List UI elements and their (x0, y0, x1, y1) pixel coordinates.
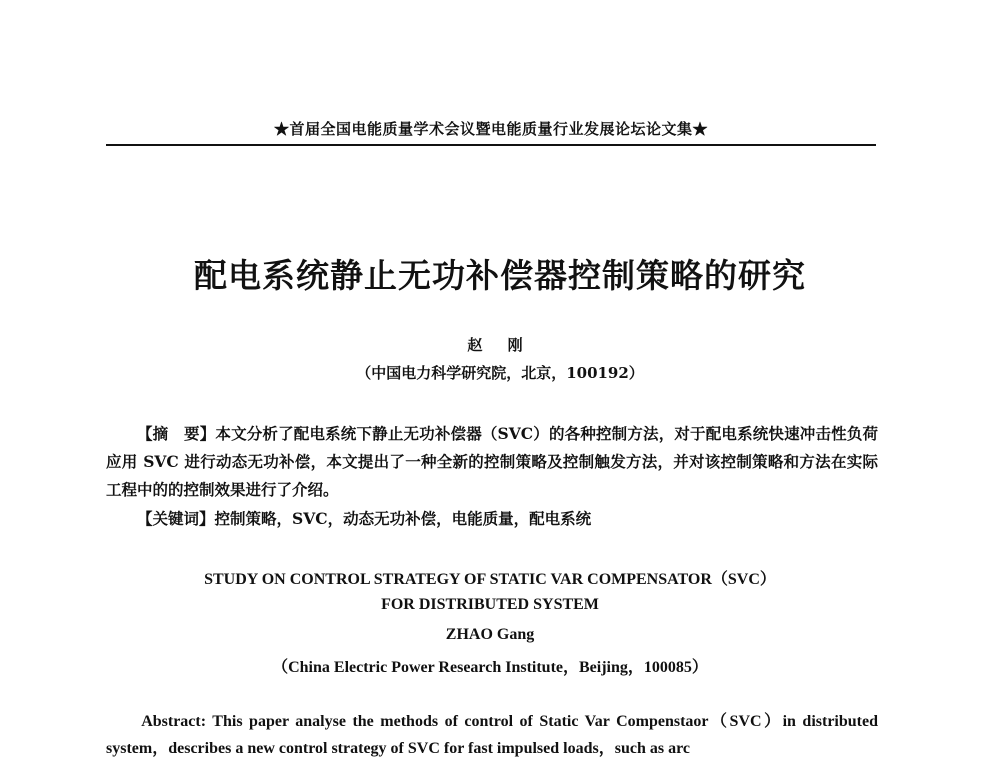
keywords-zh-text: 控制策略，SVC，动态无功补偿，电能质量，配电系统 (214, 509, 592, 528)
paper-title-en-line-1: STUDY ON CONTROL STRATEGY OF STATIC VAR COMPENSATOR（SVC） (204, 571, 776, 588)
affiliation-en: （China Electric Power Research Institute，Beijing，100085） (272, 659, 708, 676)
keywords-zh (106, 505, 878, 533)
author-zh: 赵 刚 (467, 336, 533, 354)
abstract-zh-label: 【摘 要】 (137, 424, 216, 443)
abstract-en-label: Abstract: (141, 713, 207, 730)
paper-title-en-line-2: FOR DISTRIBUTED SYSTEM (381, 596, 599, 613)
abstract-zh-text: 本文分析了配电系统下静止无功补偿器（SVC）的各种控制方法，对于配电系统快速冲击性负荷应用 SVC 进行动态无功补偿，本文提出了一种全新的控制策略及控制触发方法，并对该控制策略和方法在实际工程中的的控制效果进行了介绍。 (106, 424, 878, 499)
abstract-zh (106, 420, 878, 504)
paper-title-zh: 配电系统静止无功补偿器控制策略的研究 (194, 256, 806, 295)
running-header: ★首届全国电能质量学术会议暨电能质量行业发展论坛论文集★ (273, 120, 708, 138)
affiliation-zh: （中国电力科学研究院，北京，100192） (356, 364, 644, 382)
keywords-zh-label: 【关键词】 (137, 509, 215, 528)
abstract-en-text: This paper analyse the methods of control of Static Var Compenstaor（SVC）in distributed system，describes a new control strategy of SVC for fast impulsed loads，such as arc (106, 713, 879, 757)
header-rule (106, 144, 876, 146)
author-en: ZHAO Gang (445, 626, 535, 643)
abstract-en (106, 708, 878, 762)
